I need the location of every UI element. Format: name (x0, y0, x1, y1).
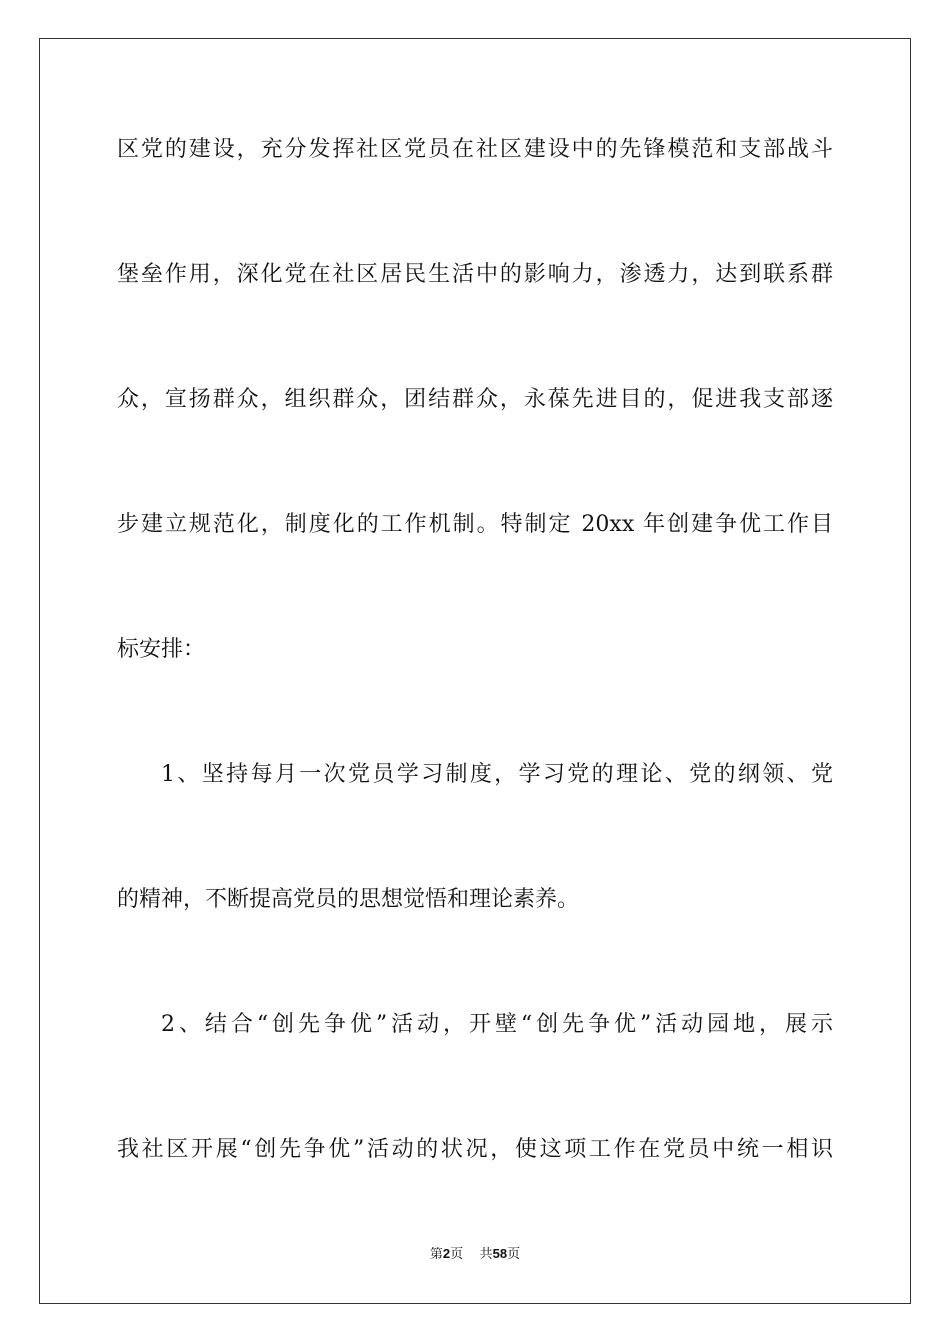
footer-total-suffix: 页 (507, 1247, 521, 1262)
page-footer (0, 1245, 950, 1264)
body-text-line: 步建立规范化，制度化的工作机制。特制定 20xx 年创建争优工作目 (117, 512, 833, 537)
list-item-1-line: 的精神，不断提高党员的思想觉悟和理论素养。 (117, 887, 580, 912)
footer-total-prefix: 共 (479, 1247, 493, 1262)
footer-total-pages: 58 (492, 1246, 508, 1261)
body-text-line: 标安排： (117, 637, 206, 662)
list-item-2-line: 我社区开展“创先争优”活动的状况，使这项工作在党员中统一相识 (117, 1137, 833, 1162)
body-text-line: 堡垒作用，深化党在社区居民生活中的影响力，渗透力，达到联系群 (117, 262, 833, 287)
footer-page-number: 2 (442, 1246, 451, 1261)
page-border (39, 38, 911, 1304)
list-item-1-line: 1、坚持每月一次党员学习制度，学习党的理论、党的纲领、党 (161, 762, 833, 787)
footer-page-suffix: 页 (450, 1247, 464, 1262)
body-text-line: 区党的建设，充分发挥社区党员在社区建设中的先锋模范和支部战斗 (117, 137, 833, 162)
footer-page-prefix: 第 (429, 1247, 443, 1262)
list-item-2-line: 2、结合“创先争优”活动，开壁“创先争优”活动园地，展示 (161, 1012, 833, 1037)
body-text-line: 众，宣扬群众，组织群众，团结群众，永葆先进目的，促进我支部逐 (117, 387, 833, 412)
